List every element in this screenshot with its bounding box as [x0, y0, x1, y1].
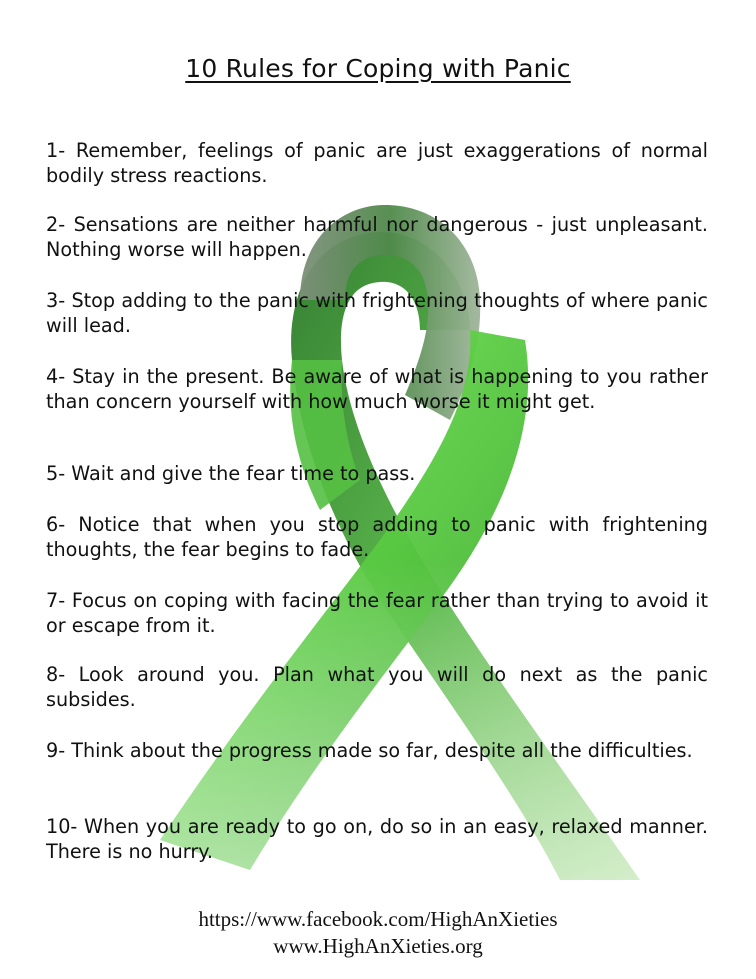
list-item: 2- Sensations are neither harmful nor dangerous - just unpleasant. Nothing worse will happen. — [46, 213, 708, 261]
list-item: 10- When you are ready to go on, do so in an easy, relaxed manner. There is no hurry. — [46, 815, 708, 863]
list-item: 4- Stay in the present. Be aware of what is happening to you rather than concern yourself with how much worse it might get. — [46, 365, 708, 413]
footer — [0, 906, 756, 960]
list-item: 1- Remember, feelings of panic are just exaggerations of normal bodily stress reactions. — [46, 139, 708, 187]
list-item: 5- Wait and give the fear time to pass. — [46, 462, 416, 485]
list-item: 6- Notice that when you stop adding to panic with frightening thoughts, the fear begins to fade. — [46, 513, 708, 561]
list-item: 7- Focus on coping with facing the fear rather than trying to avoid it or escape from it. — [46, 589, 708, 637]
list-item: 9- Think about the progress made so far, despite all the difficulties. — [46, 739, 693, 762]
page-title: 10 Rules for Coping with Panic — [185, 54, 571, 83]
website-link[interactable]: www.HighAnXieties.org — [273, 934, 483, 958]
facebook-link[interactable]: https://www.facebook.com/HighAnXieties — [198, 907, 558, 931]
list-item: 8- Look around you. Plan what you will do next as the panic subsides. — [46, 663, 708, 711]
list-item: 3- Stop adding to the panic with frightening thoughts of where panic will lead. — [46, 289, 708, 337]
